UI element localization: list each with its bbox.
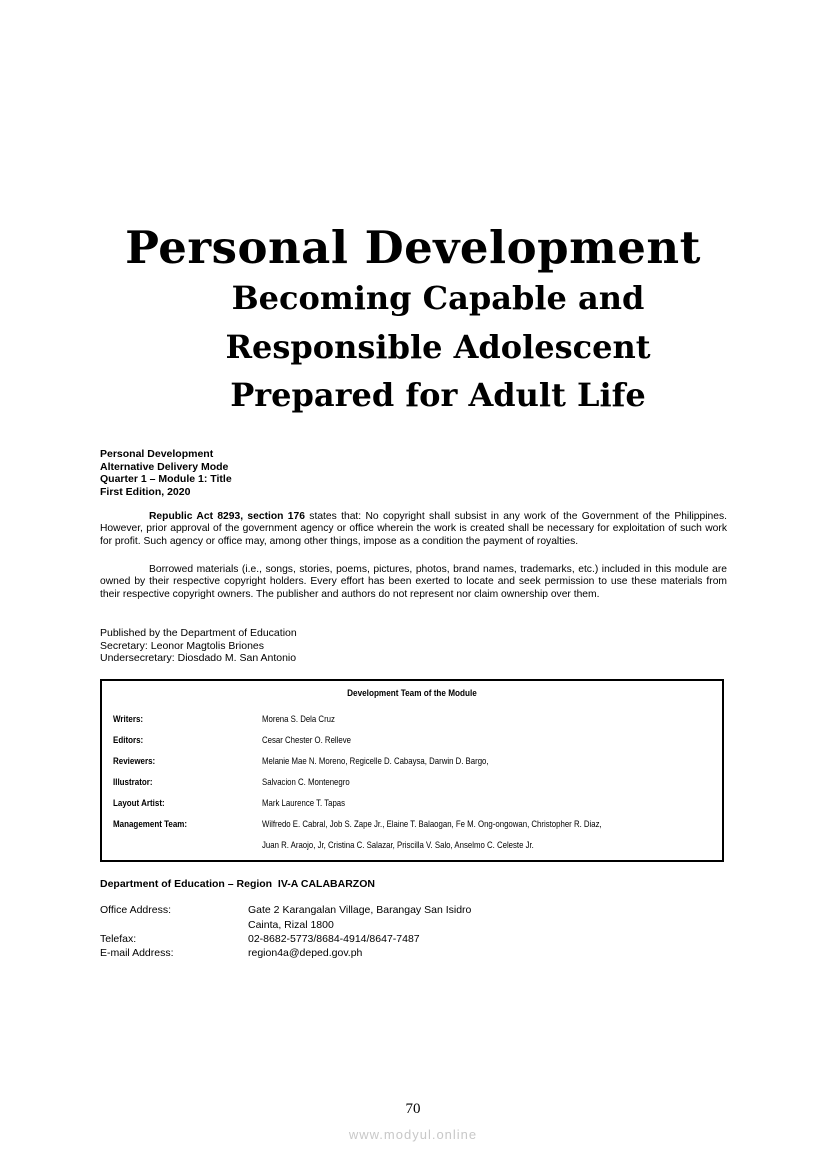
contact-label: Telefax: [100, 933, 137, 945]
borrowed-materials-paragraph [100, 564, 727, 601]
meta-subject: Personal Development [100, 448, 214, 460]
team-role: Reviewers: [113, 756, 156, 766]
meta-mode: Alternative Delivery Mode [100, 460, 229, 473]
copyright-paragraph [100, 511, 727, 548]
team-names: Juan R. Araojo, Jr, Cristina C. Salazar, Priscilla V. Salo, Anselmo C. Celeste Jr. [262, 840, 534, 850]
contact-value: Gate 2 Karangalan Village, Barangay San Isidro [248, 904, 472, 916]
watermark: www.modyul.online [348, 1127, 478, 1142]
team-role: Illustrator: [113, 777, 153, 787]
publisher-info [100, 627, 297, 665]
team-names: Mark Laurence T. Tapas [262, 798, 346, 808]
team-role: Writers: [113, 714, 144, 724]
team-names: Wilfredo E. Cabral, Job S. Zape Jr., Elaine T. Balaogan, Fe M. Ong-ongowan, Christopher R. Diaz, [262, 819, 602, 829]
region-heading: Department of Education – Region IV-A CALABARZON [100, 878, 375, 890]
team-names: Salvacion C. Montenegro [262, 777, 350, 787]
development-team-box [100, 679, 724, 862]
team-names: Melanie Mae N. Moreno, Regicelle D. Cabaysa, Darwin D. Bargo, [262, 756, 489, 766]
module-metadata [100, 448, 232, 499]
team-role: Layout Artist: [113, 798, 165, 808]
page-number: 70 [405, 1101, 421, 1117]
borrowed-materials-text: Borrowed materials (i.e., songs, stories, poems, pictures, photos, brand names, trademarks, etc.) included in this module are owned by their respective copyright holders. Every effort has been exerted to locate and seek permission to use these materials from their respective copyright owners. The publisher and authors do not represent nor claim ownership over them. [100, 564, 727, 600]
document-title: Personal Development [125, 221, 701, 274]
subtitle-line-3: Prepared for Adult Life [230, 376, 646, 414]
team-role: Management Team: [113, 819, 188, 829]
subtitle-line-1: Becoming Capable and [231, 279, 645, 317]
team-names: Morena S. Dela Cruz [262, 714, 335, 724]
meta-edition: First Edition, 2020 [100, 486, 191, 499]
meta-module: Quarter 1 – Module 1: Title [100, 473, 232, 486]
contact-value: 02-8682-5773/8684-4914/8647-7487 [248, 933, 420, 945]
secretary: Secretary: Leonor Magtolis Briones [100, 639, 264, 652]
team-role: Editors: [113, 735, 144, 745]
team-heading: Development Team of the Module [347, 688, 477, 699]
team-names: Cesar Chester O. Relleve [262, 735, 351, 745]
contact-value: Cainta, Rizal 1800 [248, 919, 334, 931]
published-by: Published by the Department of Education [100, 627, 297, 639]
contact-label: Office Address: [100, 904, 172, 916]
subtitle-line-2: Responsible Adolescent [225, 328, 651, 366]
copyright-text: states that: No copyright shall subsist in any work of the Government of the Philippines. However, prior approval of the government agency or office wherein the work is created shall be necessary for exploitation of such work for profit. Such agency or office may, among other things, impose as a condition the payment of royalties. [100, 511, 727, 547]
copyright-law-reference: Republic Act 8293, section 176 [149, 511, 305, 522]
undersecretary: Undersecretary: Diosdado M. San Antonio [100, 652, 297, 664]
contact-label: E-mail Address: [100, 947, 174, 959]
contact-value: region4a@deped.gov.ph [248, 947, 363, 959]
